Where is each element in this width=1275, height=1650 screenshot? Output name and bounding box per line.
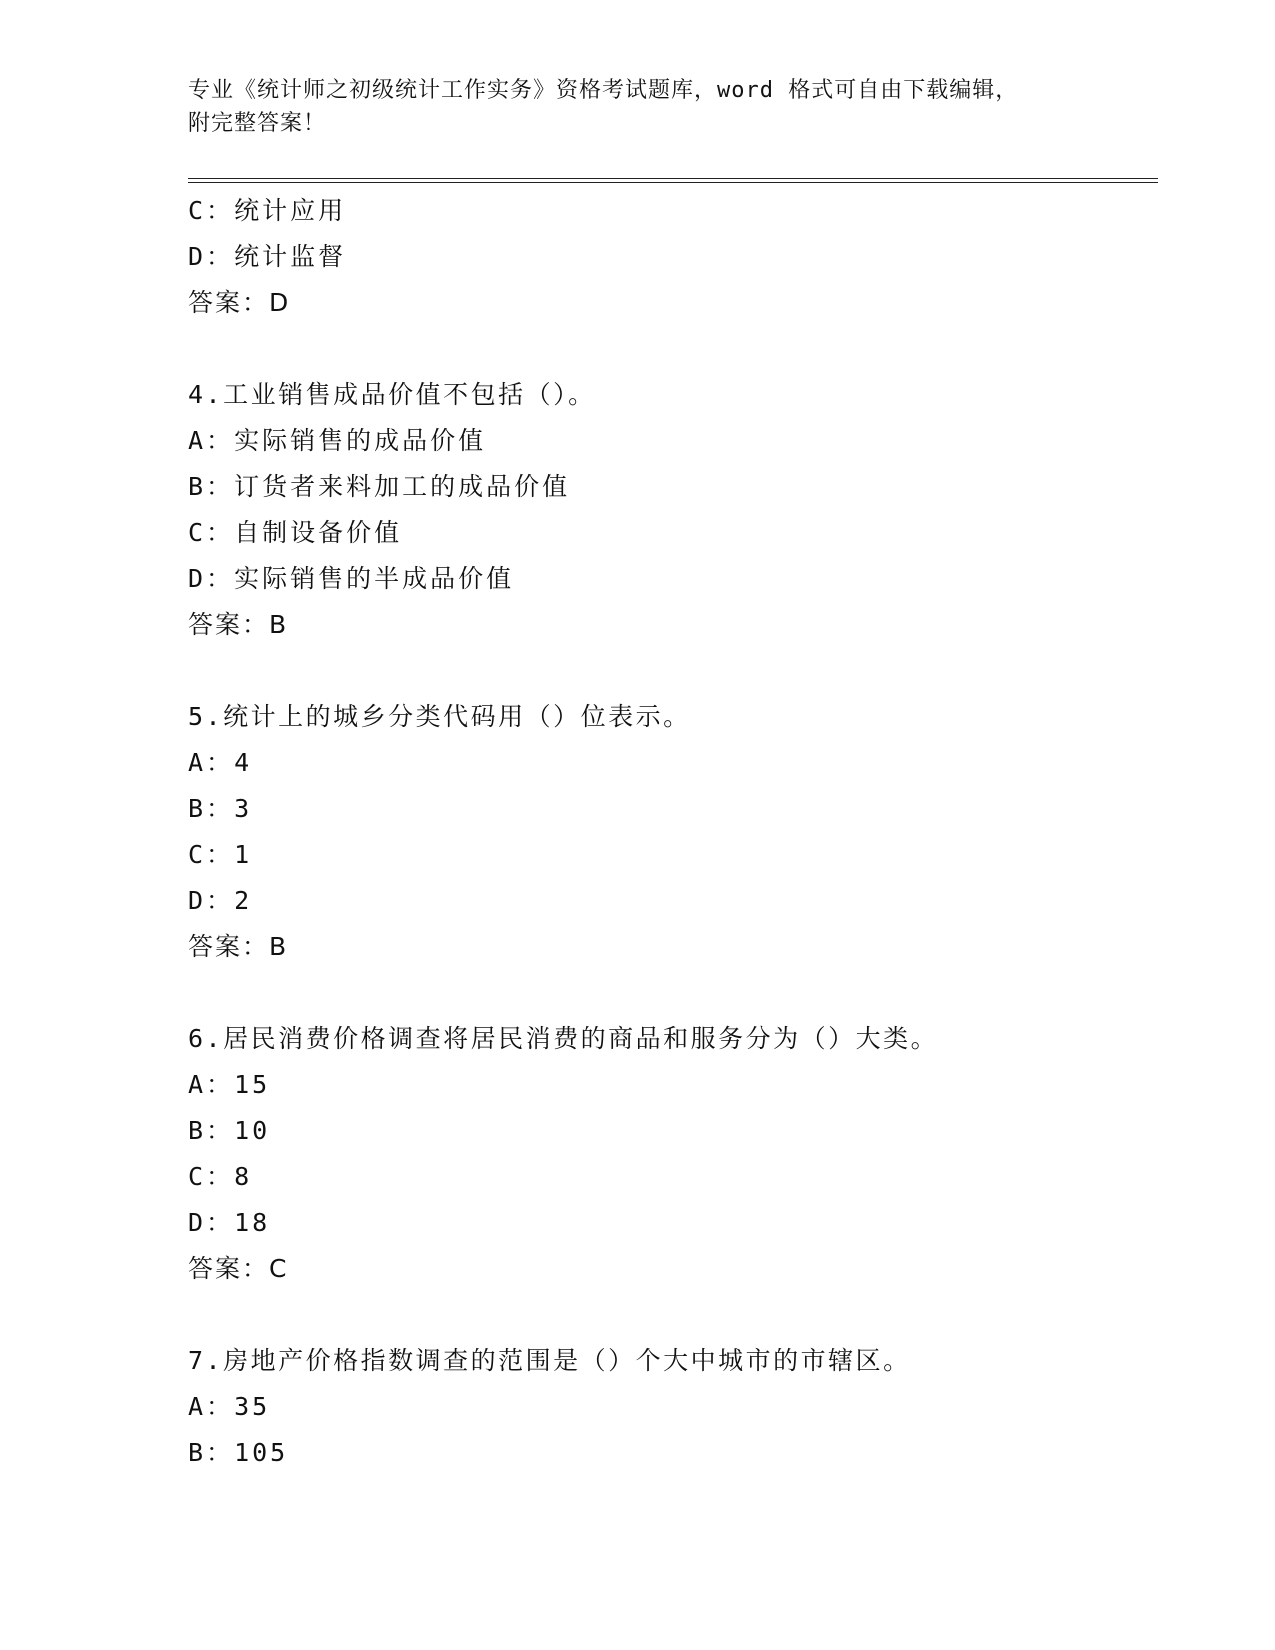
option-a: A：15	[188, 1070, 271, 1099]
header-line-2: 附完整答案！	[188, 111, 327, 136]
header-divider	[188, 178, 1158, 183]
option-d: D：统计监督	[188, 242, 347, 271]
spacer	[188, 1292, 1148, 1338]
option-b: B：10	[188, 1116, 271, 1145]
header-line-1: 专业《统计师之初级统计工作实务》资格考试题库，word 格式可自由下载编辑，	[188, 78, 1019, 103]
question-stem: 4.工业销售成品价值不包括（）。	[188, 380, 596, 409]
question-stem: 5.统计上的城乡分类代码用（）位表示。	[188, 702, 691, 731]
answer-line: 答案：D	[188, 288, 291, 317]
option-b: B：105	[188, 1438, 289, 1467]
spacer	[188, 970, 1148, 1016]
option-b: B：3	[188, 794, 253, 823]
option-c: C：自制设备价值	[188, 518, 403, 547]
question-stem: 6.居民消费价格调查将居民消费的商品和服务分为（）大类。	[188, 1024, 939, 1053]
option-d: D：2	[188, 886, 253, 915]
option-a: A：35	[188, 1392, 271, 1421]
document-header	[188, 74, 1088, 140]
option-c: C：8	[188, 1162, 253, 1191]
option-d: D：18	[188, 1208, 271, 1237]
option-a: A：4	[188, 748, 253, 777]
answer-line: 答案：B	[188, 932, 289, 961]
spacer	[188, 326, 1148, 372]
option-a: A：实际销售的成品价值	[188, 426, 487, 455]
option-c: C：统计应用	[188, 196, 347, 225]
option-c: C：1	[188, 840, 253, 869]
option-d: D：实际销售的半成品价值	[188, 564, 515, 593]
answer-line: 答案：C	[188, 1254, 289, 1283]
question-list	[188, 188, 1148, 1476]
option-b: B：订货者来料加工的成品价值	[188, 472, 571, 501]
answer-line: 答案：B	[188, 610, 289, 639]
spacer	[188, 648, 1148, 694]
question-stem: 7.房地产价格指数调查的范围是（）个大中城市的市辖区。	[188, 1346, 911, 1375]
